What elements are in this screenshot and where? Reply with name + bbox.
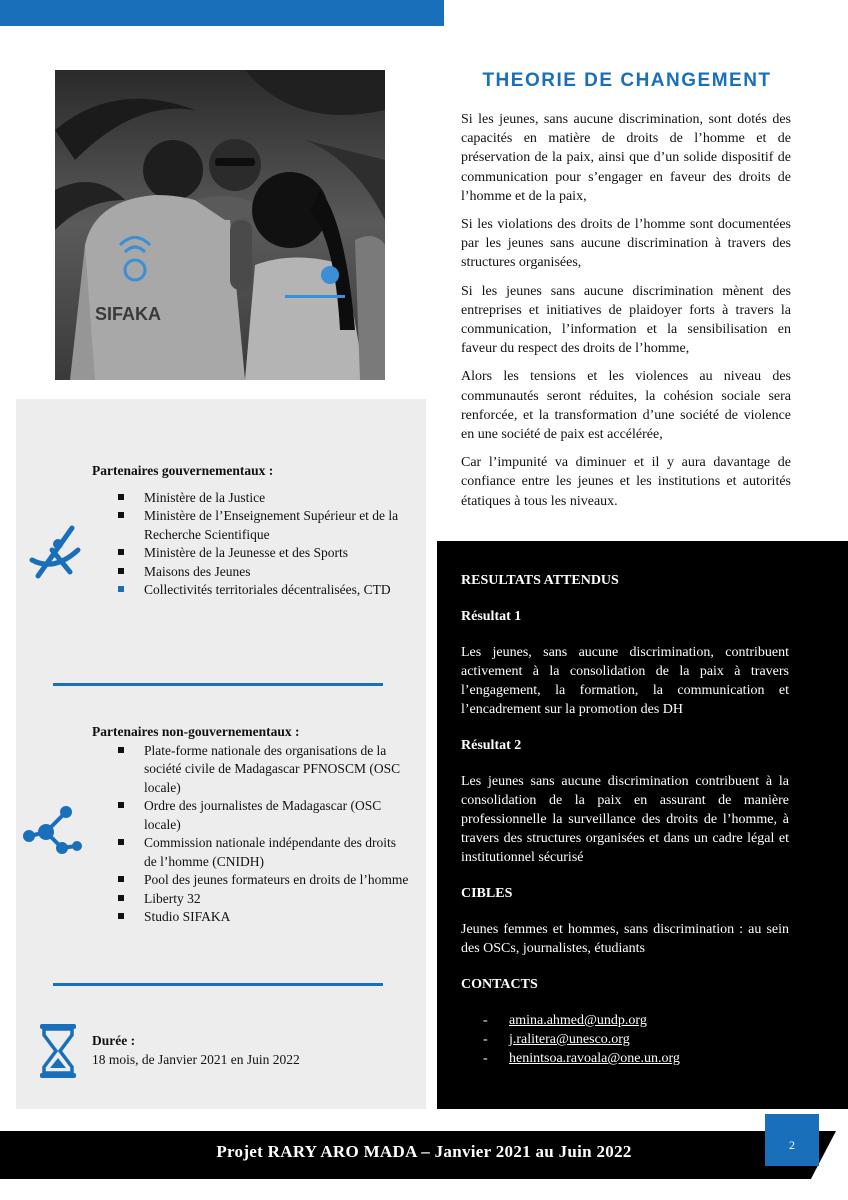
contact-item: - j.ralitera@unesco.org — [483, 1032, 630, 1047]
result-2-text: Les jeunes sans aucune discrimination contribuent à la consolidation de la paix en assurant de manière professionnelle la surveillance des droits de l’homme, à travers des structures organisées et dans un cadre légal et institutionnel sécurisé — [461, 774, 789, 865]
theory-paragraph: Si les violations des droits de l’homme sont documentées par les jeunes sans aucune discrimination à travers des structures organisées, — [461, 217, 791, 271]
duration-label: Durée : — [92, 1033, 136, 1048]
result-1-text: Les jeunes, sans aucune discrimination, contribuent activement à la consolidation de la paix à travers l’engagement, la formation, la communication et l’encadrement sur la promotion des DH — [461, 645, 789, 717]
list-item: Ordre des journalistes de Madagascar (OSC locale) — [92, 797, 412, 834]
list-item: Studio SIFAKA — [92, 908, 412, 927]
list-item: Collectivités territoriales décentralisées, CTD — [92, 581, 412, 600]
nongov-partners — [92, 723, 412, 927]
list-item: Liberty 32 — [92, 890, 412, 909]
list-item: Ministère de l’Enseignement Supérieur et de la Recherche Scientifique — [92, 507, 412, 544]
theory-paragraph: Si les jeunes, sans aucune discrimination, sont dotés des capacités en matière de droits de l’homme et de préservation de la paix, ainsi que d’un solide dispositif de communication pour s’engager en faveur des droits de l’homme et de la paix, — [461, 112, 791, 204]
network-icon — [22, 800, 84, 867]
page-number: 2 — [765, 1114, 819, 1166]
result-2-title: Résultat 2 — [461, 738, 522, 753]
list-item: Pool des jeunes formateurs en droits de l’homme — [92, 871, 412, 890]
results-panel — [437, 541, 848, 1109]
contacts-list — [461, 1011, 789, 1068]
nongov-partners-list — [92, 742, 412, 927]
list-item: Ministère de la Jeunesse et des Sports — [92, 544, 412, 563]
contact-item: - henintsoa.ravoala@one.un.org — [483, 1051, 680, 1066]
theory-title: THEORIE DE CHANGEMENT — [482, 70, 772, 91]
results-heading: RESULTATS ATTENDUS — [461, 573, 619, 588]
contact-email-link[interactable]: henintsoa.ravoala@one.un.org — [509, 1051, 680, 1066]
targets-text: Jeunes femmes et hommes, sans discrimination : au sein des OSCs, journalistes, étudiants — [461, 922, 789, 956]
top-accent-bar — [0, 0, 444, 26]
theory-text — [461, 110, 791, 520]
contact-item: - amina.ahmed@undp.org — [483, 1013, 647, 1028]
contacts-heading: CONTACTS — [461, 977, 538, 992]
gov-partners-list — [92, 489, 412, 600]
contact-email-link[interactable]: j.ralitera@unesco.org — [509, 1032, 630, 1047]
theory-paragraph: Car l’impunité va diminuer et il y aura davantage de confiance entre les jeunes et les institutions et autorités étatiques à tous les niveaux. — [461, 455, 791, 509]
duration — [92, 1032, 412, 1069]
contact-email-link[interactable]: amina.ahmed@undp.org — [509, 1013, 647, 1028]
gov-partners — [92, 462, 412, 600]
hourglass-icon — [38, 1023, 78, 1084]
list-item: Maisons des Jeunes — [92, 563, 412, 582]
footer — [0, 1131, 848, 1200]
footer-text: Projet RARY ARO MADA – Janvier 2021 au Juin 2022 — [216, 1142, 632, 1161]
result-1-title: Résultat 1 — [461, 609, 522, 624]
theory-paragraph: Alors les tensions et les violences au niveau des communautés seront réduites, la cohésion sociale sera renforcée, et la transformation d’une société de violence en une société de paix est accélérée, — [461, 369, 791, 443]
section-divider — [53, 683, 383, 686]
gov-partners-heading: Partenaires gouvernementaux : — [92, 463, 274, 478]
duration-value: 18 mois, de Janvier 2021 en Juin 2022 — [92, 1051, 300, 1067]
list-item: Ministère de la Justice — [92, 489, 412, 508]
project-photo — [55, 70, 385, 380]
section-divider — [53, 983, 383, 986]
shirt-logo-text: SIFAKA — [95, 304, 162, 324]
targets-heading: CIBLES — [461, 886, 513, 901]
nongov-partners-heading: Partenaires non-gouvernementaux : — [92, 724, 300, 739]
compass-icon — [22, 520, 86, 589]
list-item: Plate-forme nationale des organisations de la société civile de Madagascar PFNOSCM (OSC locale) — [92, 742, 412, 798]
list-item: Commission nationale indépendante des droits de l’homme (CNIDH) — [92, 834, 412, 871]
theory-paragraph: Si les jeunes sans aucune discrimination mènent des entreprises et initiatives de plaidoyer forts à travers la communication, l’information et la sensibilisation en faveur du respect des droits de l’homme, — [461, 283, 791, 357]
